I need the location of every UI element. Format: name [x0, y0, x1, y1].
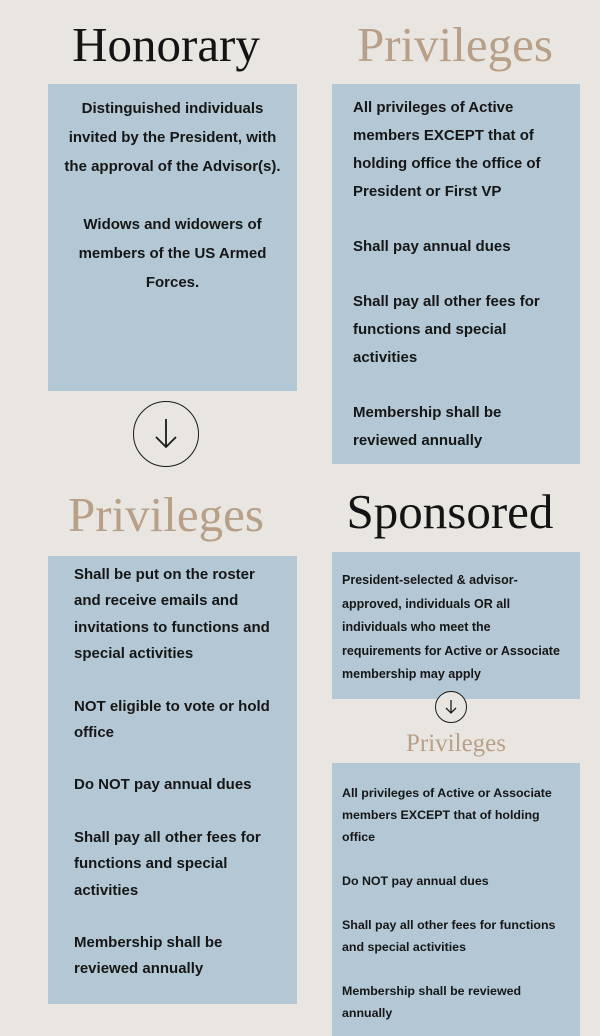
honorary-privilege-item: Do NOT pay annual dues: [74, 776, 252, 794]
sponsored-title: Sponsored: [346, 484, 554, 539]
honorary-description-card: [48, 84, 297, 391]
sponsored-description: President-selected & advisor-approved, individuals OR all individuals who meet the requirements for Active or Associate membership may apply: [342, 573, 560, 681]
top-privileges-title: Privileges: [357, 17, 553, 72]
sponsored-privilege-item: All privileges of Active or Associate members EXCEPT that of holding office: [342, 786, 552, 844]
sponsored-privilege-item: Shall pay all other fees for functions and special activities: [342, 918, 556, 954]
honorary-description-2: Widows and widowers of members of the US Armed Forces.: [78, 216, 267, 291]
honorary-description-1: Distinguished individuals invited by the President, with the approval of the Advisor(s).: [64, 100, 281, 175]
honorary-privilege-item: Shall be put on the roster and receive emails and invitations to functions and special activities: [74, 566, 270, 663]
sponsored-privileges-card: [332, 763, 580, 1036]
sponsored-privileges-title: Privileges: [406, 730, 506, 757]
honorary-privileges-title: Privileges: [68, 487, 264, 542]
arrow-down-circle-icon: [435, 691, 467, 723]
sponsored-privilege-item: Membership shall be reviewed annually: [342, 984, 522, 1020]
top-privilege-item: Shall pay annual dues: [353, 238, 511, 255]
sponsored-description-card: [332, 552, 580, 699]
top-privilege-item: Shall pay all other fees for functions and special activities: [353, 293, 540, 366]
honorary-privileges-card: [48, 556, 297, 1004]
top-privileges-card: [332, 84, 580, 464]
arrow-down-circle-icon: [133, 401, 199, 467]
honorary-title: Honorary: [72, 17, 260, 72]
honorary-privilege-item: Membership shall be reviewed annually: [74, 934, 223, 978]
sponsored-privilege-item: Do NOT pay annual dues: [342, 874, 489, 888]
honorary-privilege-item: Shall pay all other fees for functions and special activities: [74, 828, 261, 899]
top-privilege-item: Membership shall be reviewed annually: [353, 404, 502, 449]
top-privilege-item: All privileges of Active members EXCEPT that of holding office the office of President or First VP: [353, 99, 541, 200]
honorary-privilege-item: NOT eligible to vote or hold office: [74, 697, 270, 742]
